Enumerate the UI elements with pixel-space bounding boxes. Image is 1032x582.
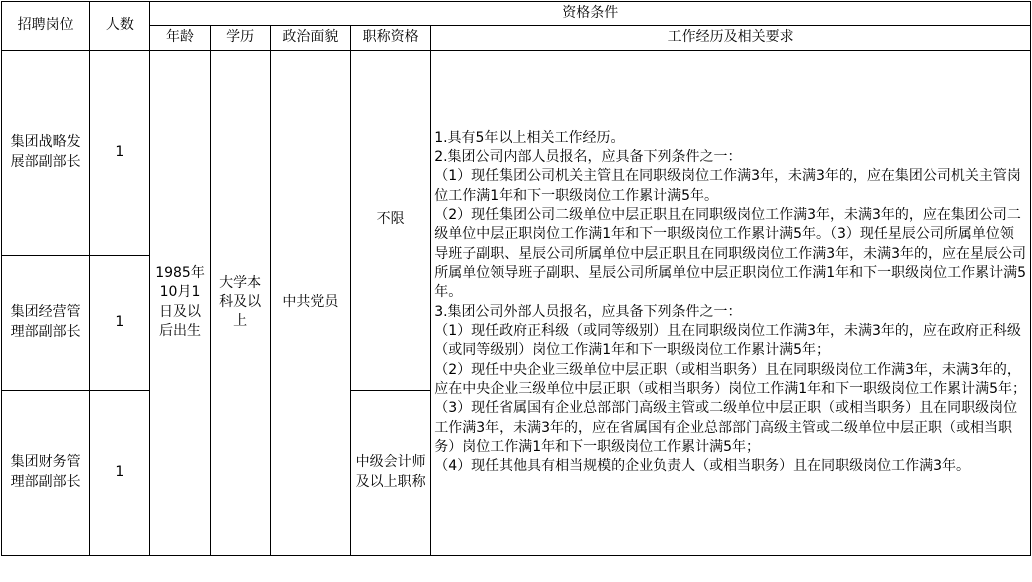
- experience-line: （3）现任省属国有企业总部部门高级主管或二级单位中层正职（或相当职务）且在同职级岗位工作满3年，未满3年的，应在省属国有企业总部部门高级主管或二级单位中层正职（或相当职务）岗位工作满1年和下一职级岗位工作累计满5年；: [434, 400, 1018, 455]
- age-requirement: 1985年10月1日及以后出生: [150, 50, 210, 555]
- experience-line: （1）现任集团公司机关主管且在同职级岗位工作满3年，未满3年的，应在集团公司机关主管岗位工作满1年和下一职级岗位工作累计满5年。: [434, 168, 1021, 204]
- post-name-3: 集团财务管理部副部长: [2, 390, 90, 555]
- experience-requirement: [431, 50, 1031, 555]
- header-title: 职称资格: [350, 26, 430, 50]
- post-count-1: 1: [90, 50, 150, 255]
- header-experience: 工作经历及相关要求: [431, 26, 1031, 50]
- header-age: 年龄: [150, 26, 210, 50]
- post-name-2: 集团经营管理部副部长: [2, 255, 90, 390]
- title-requirement-top: 不限: [350, 50, 430, 390]
- post-name-1: 集团战略发展部副部长: [2, 50, 90, 255]
- experience-line: （1）现任政府正科级（或同等级别）且在同职级岗位工作满3年，未满3年的，应在政府正科级（或同等级别）岗位工作满1年和下一职级岗位工作累计满5年；: [434, 322, 1021, 359]
- experience-line: 1.具有5年以上相关工作经历。: [434, 129, 625, 146]
- political-requirement: 中共党员: [270, 50, 350, 555]
- experience-line: 3.集团公司外部人员报名，应具备下列条件之一：: [434, 303, 742, 320]
- table-header-row-1: [2, 2, 1031, 26]
- header-political: 政治面貌: [270, 26, 350, 50]
- header-qualification-group: 资格条件: [150, 2, 1031, 26]
- experience-line: 2.集团公司内部人员报名，应具备下列条件之一：: [434, 149, 742, 166]
- post-count-2: 1: [90, 255, 150, 390]
- experience-line: （2）现任集团公司二级单位中层正职且在同职级岗位工作满3年，未满3年的，应在集团公司二级单位中层正职岗位工作满1年和下一职级岗位工作累计满5年。（3）现任星辰公司所属单位领导班子副职、星辰公司所属单位中层正职且在同职级岗位工作满3年，未满3年的，应在星辰公司所属单位领导班子副职、星辰公司所属单位中层正职岗位工作满1年和下一职级岗位工作累计满5年。: [434, 207, 1027, 301]
- education-requirement: 大学本科及以上: [210, 50, 270, 555]
- table-row: [2, 50, 1031, 255]
- experience-line: （2）现任中央企业三级单位中层正职（或相当职务）且在同职级岗位工作满3年，未满3年的，应在中央企业三级单位中层正职（或相当职务）岗位工作满1年和下一职级岗位工作累计满5年；: [434, 361, 1027, 397]
- table-header-row-2: [2, 26, 1031, 50]
- header-education: 学历: [210, 26, 270, 50]
- recruitment-table: [1, 1, 1031, 556]
- post-count-3: 1: [90, 390, 150, 555]
- header-count: 人数: [90, 2, 150, 51]
- title-requirement-bottom: 中级会计师及以上职称: [350, 390, 430, 555]
- experience-line: （4）现任其他具有相当规模的企业负责人（或相当职务）且在同职级岗位工作满3年。: [434, 458, 971, 475]
- header-post: 招聘岗位: [2, 2, 90, 51]
